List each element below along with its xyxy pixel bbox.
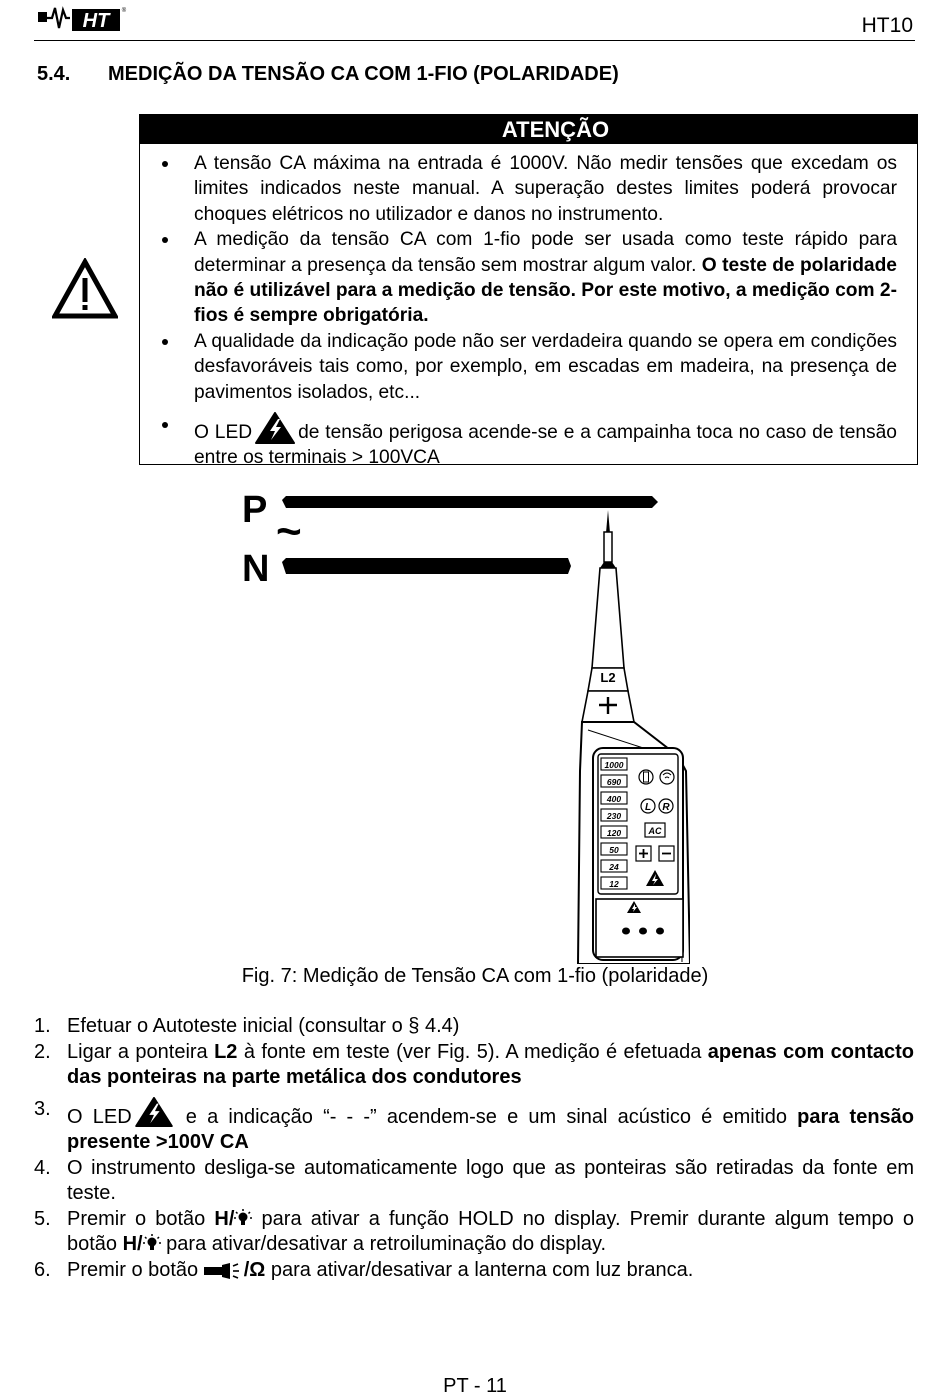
- section-number: 5.4.: [37, 63, 71, 85]
- rotation-left-label: L: [644, 802, 652, 813]
- model-name: HT10: [861, 14, 913, 37]
- step-number: 4.: [34, 1156, 51, 1179]
- step-text: para ativar/desativar a retroiluminação do display.: [160, 1233, 607, 1255]
- logo-text: HT: [82, 10, 110, 32]
- warning-heading: [140, 115, 917, 144]
- section-title: [37, 63, 619, 86]
- step-text-bold: L2: [214, 1040, 238, 1063]
- step-text-bold: /Ω: [243, 1258, 266, 1281]
- step-item: [34, 1014, 914, 1040]
- step-text: Efetuar o Autoteste inicial (consultar o § 4.4): [67, 1015, 460, 1037]
- warning-heading-text: ATENÇÃO: [501, 117, 610, 142]
- phase-label: P: [242, 489, 268, 531]
- polarity-figure: [238, 486, 690, 964]
- step-number: 2.: [34, 1040, 51, 1063]
- step-item: [34, 1156, 914, 1207]
- scale-value: 690: [606, 777, 622, 787]
- header-rule: [34, 40, 915, 41]
- neutral-conductor: [282, 558, 571, 574]
- scale-value: 24: [609, 862, 619, 872]
- figure-caption: Fig. 7: Medição de Tensão CA com 1-fio (polaridade): [241, 965, 709, 987]
- warning-item-text: A tensão CA máxima na entrada é 1000V. Não medir tensões que excedam os limites indicados neste manual. A superação destes limites poderá provocar choques elétricos no utilizador e danos no instrumento.: [194, 153, 897, 225]
- step-text: O LED: [67, 1105, 132, 1128]
- page-number: PT - 11: [443, 1375, 507, 1397]
- bullet-icon: [162, 422, 168, 428]
- warning-item-text: A qualidade da indicação pode não ser verdadeira quando se opera em condições desfavoráveis tais como, por exemplo, em escadas em madeira, na presença de pavimentos isolados, etc...: [194, 330, 897, 403]
- scale-value: 120: [606, 828, 622, 838]
- lightbulb-icon: [143, 1234, 161, 1254]
- danger-led-icon: [135, 1097, 173, 1127]
- warning-item: [140, 151, 917, 227]
- step-number: 5.: [34, 1207, 51, 1230]
- warning-item-pre: O LED: [194, 422, 253, 444]
- step-text-bold: H/: [122, 1233, 143, 1255]
- warning-list: [140, 151, 917, 471]
- ht-logo: [38, 4, 128, 34]
- step-number: 6.: [34, 1258, 51, 1281]
- lightbulb-icon: [234, 1209, 252, 1229]
- warning-item: [140, 412, 917, 471]
- scale-value: 50: [609, 845, 619, 855]
- step-text: Premir o botão: [67, 1207, 215, 1230]
- scale-value: 230: [606, 811, 622, 821]
- step-text-bold: para tensão presente >100V CA: [67, 1105, 915, 1153]
- step-text-bold: apenas com contacto das ponteiras na parte metálica dos condutores: [67, 1040, 914, 1088]
- probe-label: L2: [600, 670, 616, 685]
- step-item: [34, 1207, 914, 1258]
- bullet-icon: [162, 161, 168, 167]
- step-text: e a indicação “- - -” acendem-se e um sinal acústico é emitido: [175, 1105, 798, 1128]
- step-number: 1.: [34, 1015, 51, 1037]
- warning-item-text: A medição da tensão CA com 1-fio pode ser usada como teste rápido para determinar a presença da tensão sem mostrar algum valor.: [194, 229, 897, 276]
- scale-value: 1000: [604, 760, 624, 770]
- step-item: [34, 1040, 914, 1091]
- procedure-steps: [34, 1014, 914, 1283]
- warning-box: [139, 114, 918, 469]
- step-text: à fonte em teste (ver Fig. 5). A medição é efetuada: [237, 1040, 708, 1063]
- step-text: para ativar a função HOLD no display. Premir durante algum tempo o botão: [67, 1207, 914, 1255]
- bullet-icon: [162, 237, 168, 243]
- phase-conductor: [282, 496, 658, 508]
- ac-symbol: ~: [276, 507, 302, 556]
- neutral-label: N: [242, 548, 270, 590]
- warning-item-bold: O teste de polaridade não é utilizável para a medição de tensão. Por este motivo, a medição com 2-fios é sempre obrigatória.: [194, 254, 897, 327]
- danger-led-icon: [255, 412, 295, 444]
- step-text: para ativar/desativar a lanterna com luz branca.: [265, 1258, 694, 1281]
- step-number: 3.: [34, 1097, 51, 1120]
- step-item: [34, 1097, 914, 1156]
- rotation-right-label: R: [662, 802, 670, 813]
- warning-item: [140, 329, 917, 405]
- ac-indicator-label: AC: [648, 826, 662, 836]
- step-text: Premir o botão: [67, 1258, 204, 1281]
- logo-mark: ®: [121, 8, 127, 14]
- flashlight-icon: [204, 1262, 244, 1280]
- scale-value: 400: [606, 794, 622, 804]
- section-title-text: MEDIÇÃO DA TENSÃO CA COM 1-FIO (POLARIDADE): [108, 63, 619, 85]
- step-item: [34, 1258, 914, 1284]
- bullet-icon: [162, 339, 168, 345]
- warning-triangle-icon: [52, 258, 118, 320]
- scale-value: 12: [609, 879, 619, 889]
- step-text: O instrumento desliga-se automaticamente logo que as ponteiras são retiradas da fonte em teste.: [67, 1156, 914, 1204]
- step-text: Ligar a ponteira: [67, 1040, 215, 1063]
- warning-item-post: de tensão perigosa acende-se e a campainha toca no caso de tensão entre os terminais > 100VCA: [194, 422, 897, 469]
- warning-item: [140, 227, 917, 329]
- step-text-bold: H/: [214, 1207, 235, 1230]
